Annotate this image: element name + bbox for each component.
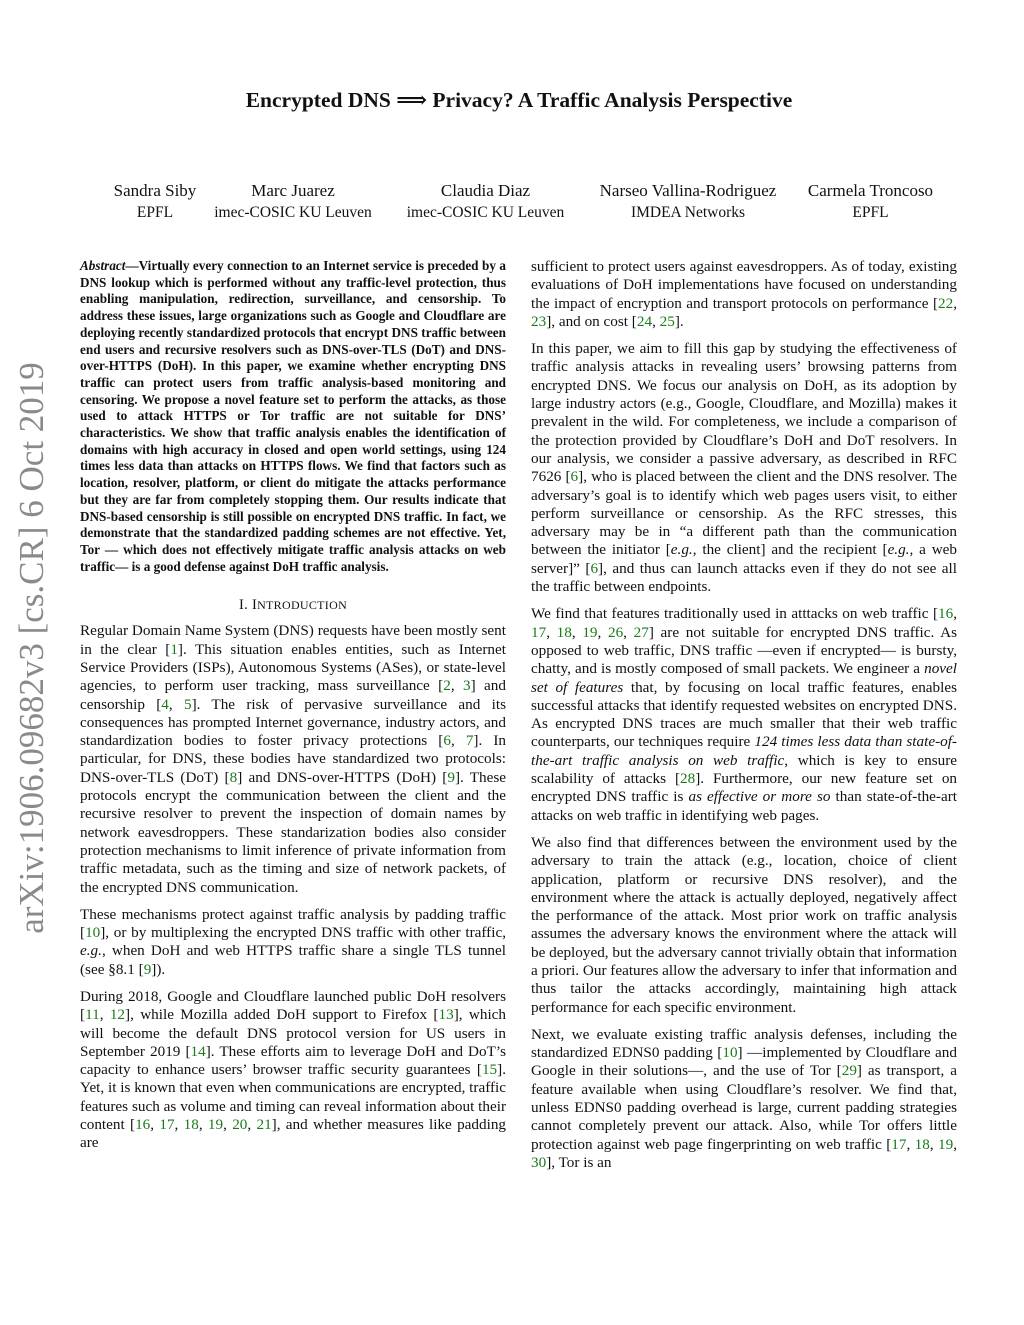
- citation-link[interactable]: 2: [443, 677, 451, 695]
- citation-link[interactable]: 26: [607, 623, 624, 641]
- author-name: Carmela Troncoso: [807, 181, 934, 200]
- paragraph: Regular Domain Name System (DNS) requests have been mostly sent in the clear [1]. This situation enables entities, such as Internet Service Providers (ISPs), Autonomous Systems (ASes), or state-level agencies, to perform user tracking, mass surveillance [2, 3] and censorship [4, 5]. The risk of pervasive surveillance and its consequences has prompted Internet governance, industry actors, and standardization bodies to foster privacy protections [6, 7]. In particular, for DNS, these bodies have standardized two protocols: DNS-over-TLS (DoT) [8] and DNS-over-HTTPS (DoH) [9]. These protocols encrypt the communication between the client and the recursive resolver to prevent the inspection of domain names by network eavesdroppers. These standarization bodies also consider protection mechanisms to limit inference of private information from traffic metadata, such as the timing and size of network packets, of the encrypted DNS communication.: [80, 622, 507, 896]
- arxiv-stamp-text: arXiv:1906.09682v3 [cs.CR] 6 Oct 2019: [12, 362, 51, 934]
- section-heading: I. INTRODUCTION: [238, 597, 348, 614]
- author-affiliation: EPFL: [852, 204, 889, 221]
- author-block: [208, 180, 378, 224]
- citation-link[interactable]: 5: [183, 695, 192, 713]
- citation-link[interactable]: 1: [170, 640, 178, 658]
- right-column: [531, 258, 957, 1181]
- citation-link[interactable]: 25: [659, 312, 675, 330]
- paragraph: We also find that differences between the environment used by the adversary to train the attack (e.g., location, choice of client application, platform or recursive DNS resolver), and the environment where the attack is actually deployed, negatively affect the performance of the attack. Most prior work on traffic analysis assumes the adversary knows the environment where the attack will be deployed, but the adversary cannot trivially obtain that information a priori. Our features allow the adversary to infer that information and thus tailor the attacks accordingly, maintaining high attack performance for each specific environment.: [531, 833, 957, 1016]
- citation-link[interactable]: 17: [531, 623, 547, 641]
- citation-link[interactable]: 27: [633, 623, 649, 641]
- paragraph: During 2018, Google and Cloudflare launched public DoH resolvers [11, 12], while Mozilla added DoH support to Firefox [13], which will become the default DNS protocol version for US users in September 2019 [14]. These efforts aim to leverage DoH and DoT’s capacity to enhance users’ browser traffic security guarantees [15]. Yet, it is known that even when communications are encrypted, traffic features such as volume and timing can reveal information about their content [16, 17, 18, 19, 20, 21], and whether measures like padding are: [80, 988, 507, 1152]
- citation-link[interactable]: 18: [183, 1116, 199, 1134]
- paragraph: sufficient to protect users against eavesdroppers. As of today, existing evaluations of DoH implementations have focused on understanding the impact of encryption and transport protocols on performance [22, 23], and on cost [24, 25].: [531, 258, 957, 330]
- citation-link[interactable]: 10: [722, 1044, 738, 1062]
- author-block: [798, 180, 943, 224]
- abstract: [80, 258, 506, 575]
- citation-link[interactable]: 19: [938, 1135, 954, 1153]
- citation-link[interactable]: 9: [143, 960, 152, 978]
- citation-link[interactable]: 16: [938, 605, 954, 623]
- citation-link[interactable]: 4: [161, 695, 169, 713]
- citation-link[interactable]: 30: [531, 1153, 547, 1171]
- citation-link[interactable]: 11: [85, 1006, 100, 1024]
- author-name: Marc Juarez: [251, 181, 335, 200]
- citation-link[interactable]: 6: [590, 559, 599, 577]
- paragraph: Next, we evaluate existing traffic analysis defenses, including the standardized EDNS0 padding [10] —implemented by Cloudflare and Google in their solutions—, and the use of Tor [29] as transport, a feature available when using Cloudflare’s resolver. We find that, unless EDNS0 padding overhead is large, current padding strategies cannot completely prevent our attack. Also, while Tor offers little protection against web page fingerprinting on web traffic [17, 18, 19, 30], Tor is an: [531, 1025, 957, 1171]
- citation-link[interactable]: 21: [256, 1116, 272, 1134]
- citation-link[interactable]: 17: [891, 1135, 907, 1153]
- author-affiliation: IMDEA Networks: [630, 204, 746, 221]
- citation-link[interactable]: 6: [443, 732, 451, 750]
- paper-title: Encrypted DNS ⟹ Privacy? A Traffic Analysis Perspective: [245, 88, 793, 112]
- author-name: Claudia Diaz: [440, 181, 531, 200]
- citation-link[interactable]: 17: [159, 1116, 175, 1134]
- citation-link[interactable]: 8: [229, 768, 238, 786]
- author-list: [80, 180, 958, 226]
- citation-link[interactable]: 3: [463, 677, 471, 695]
- citation-link[interactable]: 23: [531, 312, 547, 330]
- paragraph: We find that features traditionally used in atttacks on web traffic [16, 17, 18, 19, 26, 27] are not suitable for encrypted DNS traffic. As opposed to web traffic, DNS traffic —even if encrypted— is bursty, chatty, and is mostly composed of small packets. We engineer a novel set of features that, by focusing on local traffic features, enables successful attacks that identify requested websites on encrypted DNS. As encrypted DNS traces are much smaller that their web traffic counterparts, our techniques require 124 times less data than state-of-the-art traffic analysis on web traffic, which is key to ensure scalability of attacks [28]. Furthermore, our new feature set on encrypted DNS traffic is as effective or more so than state-of-the-art attacks on web traffic in identifying web pages.: [531, 605, 958, 824]
- citation-link[interactable]: 9: [447, 768, 455, 786]
- abstract-text: —Virtually every connection to an Internet service is preceded by a DNS lookup which is performed without any traffic-level protection, thus enabling manipulation, redirection, surveillance, and censorship. To address these issues, large organizations such as Google and Cloudflare are deploying recently standardized protocols that encrypt DNS traffic between end users and recursive resolvers such as DNS-over-TLS (DoT) and DNS-over-HTTPS (DoH). In this paper, we examine whether encrypting DNS traffic can protect users from traffic analysis-based monitoring and censoring. We propose a novel feature set to perform the attacks, as those used to attack HTTPS or Tor traffic are not suitable for DNS’ characteristics. We show that traffic analysis enables the identification of domains with high accuracy in closed and open world settings, using 124 times less data than attacks on HTTPS flows. We find that factors such as location, resolver, platform, or client do mitigate the attacks performance but they are far from completely stopping them. Our results indicate that DNS-based censorship is still possible on encrypted DNS traffic. In fact, we demonstrate that the standardized padding schemes are not effective. Yet, Tor — which does not effectively mitigate traffic analysis attacks on web traffic— is a good defense against DoH traffic analysis.: [80, 258, 506, 574]
- citation-link[interactable]: 20: [232, 1116, 248, 1134]
- author-affiliation: imec-COSIC KU Leuven: [214, 204, 372, 221]
- author-block: [591, 180, 785, 224]
- citation-link[interactable]: 22: [938, 294, 954, 312]
- citation-link[interactable]: 12: [109, 1006, 126, 1024]
- abstract-label: Abstract: [80, 258, 126, 273]
- citation-link[interactable]: 7: [465, 732, 474, 750]
- citation-link[interactable]: 24: [636, 312, 653, 330]
- author-block: [398, 180, 573, 224]
- author-name: Narseo Vallina-Rodriguez: [599, 181, 777, 200]
- author-affiliation: EPFL: [136, 204, 174, 221]
- citation-link[interactable]: 29: [841, 1062, 857, 1080]
- citation-link[interactable]: 14: [190, 1042, 206, 1060]
- left-column: [80, 258, 506, 1162]
- arxiv-stamp: [12, 362, 52, 934]
- paragraph: In this paper, we aim to fill this gap by studying the effectiveness of traffic analysis attacks in revealing users’ browsing patterns from encrypted DNS. We focus our analysis on DoH, as its adoption by large industry actors (e.g., Google, Cloudflare, and Mozilla) makes it prevalent in the wild. For completeness, we include a comparison of the protection provided by Cloudflare’s DoH and DoT resolvers. In our analysis, we consider a passive adversary, as described in RFC 7626 [6], who is placed between the client and the DNS resolver. The adversary’s goal is to identify which web pages users visit, to either perform surveillance or censorship. As the RFC stresses, this adversary may be in “a different path than the communication between the initiator [e.g., the client] and the recipient [e.g., a web server]” [6], and thus can launch attacks even if they do not see all the traffic between endpoints.: [531, 340, 958, 596]
- citation-link[interactable]: 16: [135, 1116, 151, 1134]
- citation-link[interactable]: 10: [85, 924, 101, 942]
- author-affiliation: imec-COSIC KU Leuven: [406, 204, 565, 221]
- author-name: Sandra Siby: [113, 181, 197, 200]
- citation-link[interactable]: 6: [570, 468, 579, 486]
- citation-link[interactable]: 19: [582, 623, 598, 641]
- citation-link[interactable]: 19: [207, 1116, 224, 1134]
- paragraph: These mechanisms protect against traffic analysis by padding traffic [10], or by multiplexing the encrypted DNS traffic with other traffic, e.g., when DoH and web HTTPS traffic share a single TLS tunnel (see §8.1 [9]).: [80, 905, 506, 978]
- citation-link[interactable]: 18: [556, 623, 572, 641]
- citation-link[interactable]: 18: [914, 1135, 930, 1153]
- citation-link[interactable]: 15: [481, 1061, 498, 1079]
- citation-link[interactable]: 28: [680, 770, 696, 788]
- citation-link[interactable]: 13: [438, 1006, 454, 1024]
